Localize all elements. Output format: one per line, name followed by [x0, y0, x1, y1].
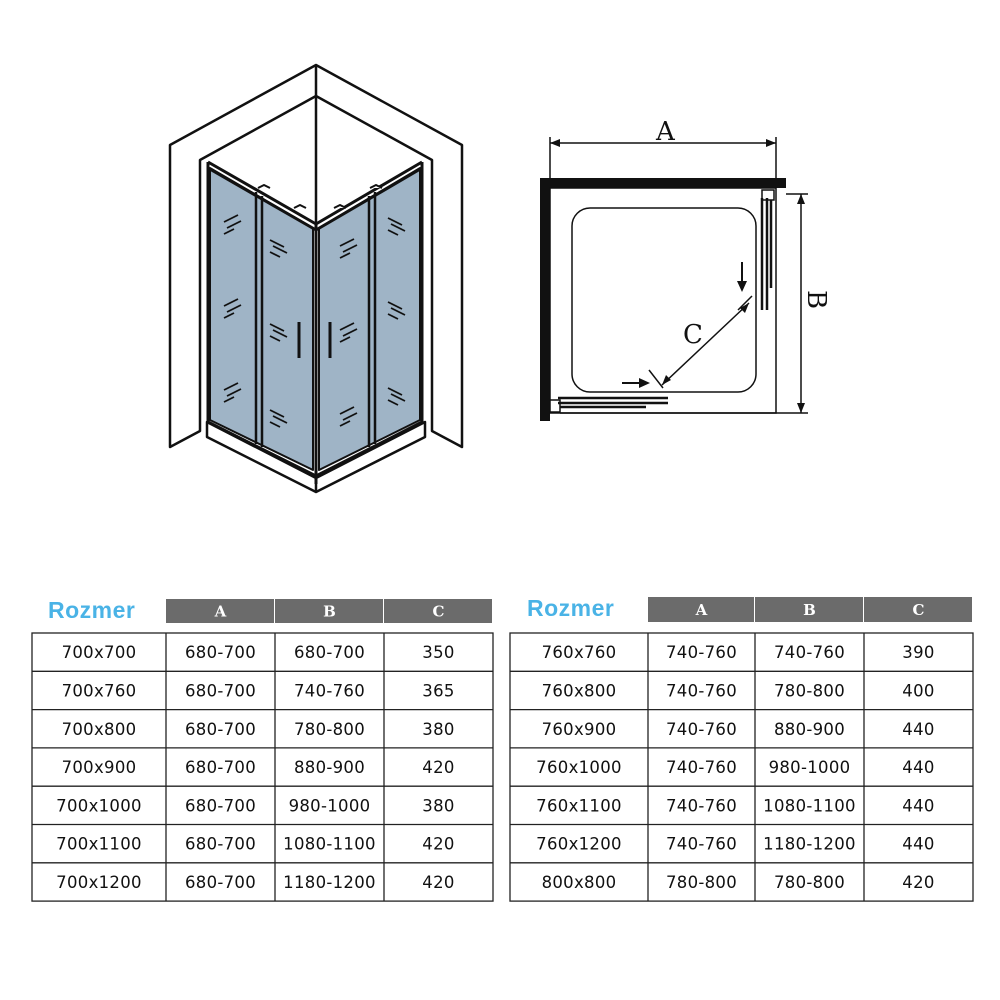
value-cell: 1180-1200 — [283, 872, 376, 892]
size-cell: 760x1200 — [536, 834, 622, 854]
value-cell: 740-760 — [293, 681, 366, 701]
size-table-1 — [32, 597, 493, 901]
tray-outline — [550, 188, 776, 413]
value-cell: 440 — [902, 834, 935, 854]
value-cell: 740-760 — [665, 719, 738, 739]
header-cell: C — [912, 601, 925, 619]
size-cell: 700x1100 — [56, 834, 142, 854]
plan-view-diagram — [540, 137, 808, 421]
table-row — [542, 643, 935, 662]
table-row — [62, 643, 455, 662]
size-cell: 760x900 — [541, 719, 617, 739]
value-cell: 365 — [422, 681, 455, 701]
size-cell: 760x1100 — [536, 796, 622, 816]
tray-inner — [572, 208, 756, 392]
size-cell: 800x800 — [541, 872, 617, 892]
table-row — [62, 681, 455, 700]
value-cell: 740-760 — [665, 758, 738, 778]
value-cell: 680-700 — [184, 719, 257, 739]
table-row — [536, 835, 935, 854]
value-cell: 780-800 — [773, 681, 846, 701]
table-row — [62, 758, 455, 777]
value-cell: 440 — [902, 758, 935, 778]
value-cell: 380 — [422, 719, 455, 739]
label-dimension-c: C — [683, 320, 703, 350]
size-tables — [32, 595, 973, 901]
right-panels — [762, 198, 771, 310]
table-row — [542, 873, 935, 892]
table-row — [56, 796, 455, 815]
size-cell: 700x800 — [61, 719, 137, 739]
value-cell: 780-800 — [293, 719, 366, 739]
value-cell: 390 — [902, 643, 935, 663]
size-cell: 760x1000 — [536, 758, 622, 778]
value-cell: 380 — [422, 796, 455, 816]
bottom-panels — [558, 398, 668, 407]
table-row — [536, 796, 935, 815]
size-table-2 — [510, 595, 973, 901]
value-cell: 680-700 — [184, 681, 257, 701]
label-dimension-a: A — [656, 117, 675, 147]
value-cell: 400 — [902, 681, 935, 701]
table-title: Rozmer — [48, 597, 136, 623]
value-cell: 420 — [902, 872, 935, 892]
table-row — [542, 720, 935, 739]
value-cell: 680-700 — [184, 796, 257, 816]
header-cell: A — [214, 602, 227, 621]
size-cell: 700x700 — [61, 643, 137, 663]
size-cell: 700x1200 — [56, 872, 142, 892]
arrow-down-head — [737, 281, 747, 292]
header-cell: B — [803, 601, 816, 619]
value-cell: 350 — [422, 643, 455, 663]
value-cell: 980-1000 — [768, 758, 851, 778]
value-cell: 880-900 — [773, 719, 846, 739]
value-cell: 680-700 — [184, 834, 257, 854]
shower-enclosure-illustration — [170, 65, 462, 492]
value-cell: 740-760 — [665, 681, 738, 701]
arrow-right-head — [639, 378, 650, 388]
table-title: Rozmer — [527, 595, 615, 621]
value-cell: 420 — [422, 872, 455, 892]
value-cell: 1080-1100 — [763, 796, 856, 816]
size-cell: 760x800 — [541, 681, 617, 701]
table-row — [542, 681, 935, 700]
value-cell: 420 — [422, 758, 455, 778]
header-cell: A — [695, 601, 708, 619]
size-cell: 700x900 — [61, 758, 137, 778]
table-row — [56, 873, 455, 892]
size-cell: 700x1000 — [56, 796, 142, 816]
value-cell: 420 — [422, 834, 455, 854]
value-cell: 440 — [902, 719, 935, 739]
table-row — [536, 758, 935, 777]
header-cell: C — [432, 602, 445, 621]
label-dimension-b: B — [801, 290, 831, 310]
value-cell: 780-800 — [773, 872, 846, 892]
value-cell: 440 — [902, 796, 935, 816]
size-cell: 700x760 — [61, 681, 137, 701]
value-cell: 880-900 — [293, 758, 366, 778]
value-cell: 740-760 — [665, 643, 738, 663]
value-cell: 1180-1200 — [763, 834, 856, 854]
dimension-c-line — [662, 303, 749, 385]
header-cell: B — [323, 602, 336, 621]
value-cell: 740-760 — [665, 834, 738, 854]
value-cell: 980-1000 — [288, 796, 371, 816]
value-cell: 680-700 — [184, 643, 257, 663]
value-cell: 680-700 — [184, 758, 257, 778]
value-cell: 1080-1100 — [283, 834, 376, 854]
value-cell: 680-700 — [293, 643, 366, 663]
value-cell: 740-760 — [773, 643, 846, 663]
table-row — [56, 835, 455, 854]
value-cell: 740-760 — [665, 796, 738, 816]
value-cell: 780-800 — [665, 872, 738, 892]
table-row — [62, 720, 455, 739]
value-cell: 680-700 — [184, 872, 257, 892]
size-cell: 760x760 — [541, 643, 617, 663]
